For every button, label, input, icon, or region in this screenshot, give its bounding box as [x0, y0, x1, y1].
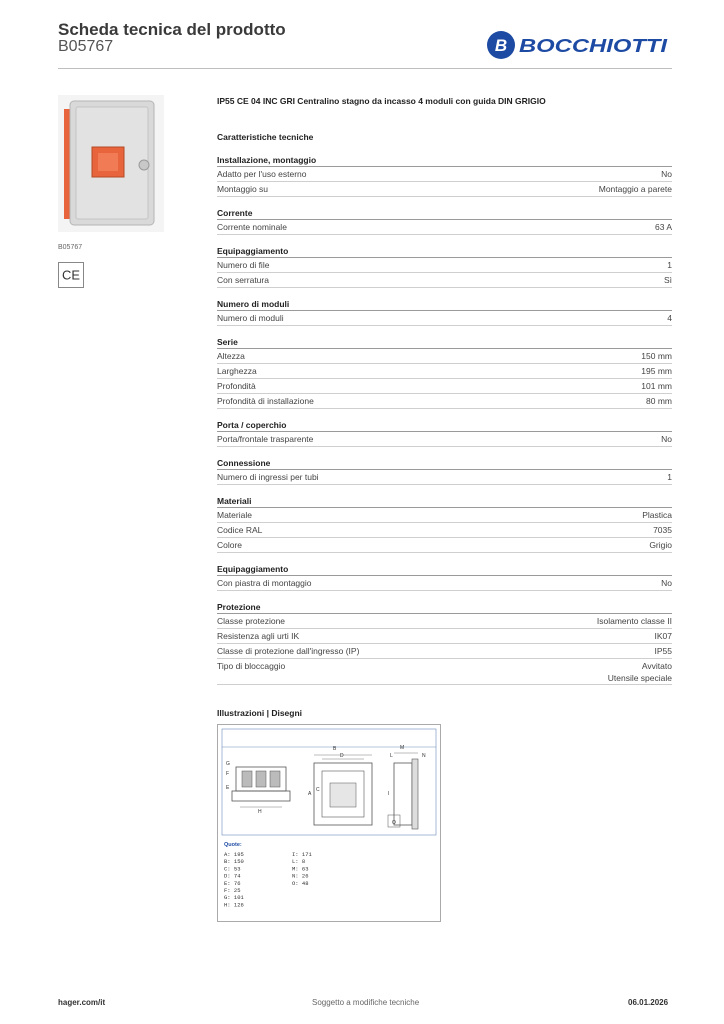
- quote-title: Quote:: [224, 842, 242, 848]
- quotes-right: [292, 851, 313, 887]
- quotes-left: [224, 851, 245, 908]
- spec-group-title: Installazione, montaggio: [217, 154, 672, 167]
- spec-group-title: Materiali: [217, 495, 672, 508]
- spec-row: [217, 394, 672, 409]
- spec-row: [217, 523, 672, 538]
- spec-group-title: Connessione: [217, 457, 672, 470]
- spec-value: 1: [667, 260, 672, 270]
- spec-row: [217, 311, 672, 326]
- footer-note: Soggetto a modifiche tecniche: [312, 998, 420, 1007]
- spec-value: IK07: [654, 631, 672, 641]
- dim-label: D: [340, 753, 344, 759]
- spec-label: Numero di moduli: [217, 313, 284, 323]
- spec-label: Classe protezione: [217, 616, 286, 626]
- spec-label: Porta/frontale trasparente: [217, 434, 314, 444]
- spec-value: 1: [667, 472, 672, 482]
- spec-value: Plastica: [642, 510, 672, 520]
- dim-label: B: [333, 746, 337, 752]
- spec-value: 80 mm: [646, 396, 672, 406]
- spec-row: [217, 379, 672, 394]
- spec-groups: [217, 154, 672, 685]
- logo-wordmark: BOCCHIOTTI: [519, 36, 669, 56]
- spec-label: Colore: [217, 540, 243, 550]
- header-product-code: B05767: [58, 38, 114, 55]
- ce-mark-icon: [58, 262, 84, 288]
- spec-label: Profondità di installazione: [217, 396, 314, 406]
- spec-value: Grigio: [649, 540, 672, 550]
- spec-group-title: Numero di moduli: [217, 298, 672, 311]
- spec-label: Numero di file: [217, 260, 270, 270]
- spec-label: Materiale: [217, 510, 252, 520]
- dim-label: H: [258, 809, 262, 815]
- spec-row: [217, 470, 672, 485]
- product-photo: [58, 95, 164, 232]
- dim-label: L: [390, 753, 393, 759]
- spec-group-title: Protezione: [217, 601, 672, 614]
- quote-entry: I: 171: [292, 851, 312, 858]
- spec-sheet: [217, 95, 672, 685]
- spec-group-title: Equipaggiamento: [217, 245, 672, 258]
- illustrations-heading: Illustrazioni | Disegni: [217, 708, 303, 718]
- spec-group-title: Corrente: [217, 207, 672, 220]
- dim-label: N: [422, 753, 426, 759]
- quote-entry: G: 101: [224, 894, 244, 902]
- spec-label: Codice RAL: [217, 525, 263, 535]
- quote-entry: C: 53: [224, 865, 241, 873]
- spec-row: [217, 349, 672, 364]
- photo-caption: B05767: [58, 244, 83, 251]
- spec-label: Profondità: [217, 381, 256, 391]
- spec-label: Altezza: [217, 351, 245, 361]
- spec-value: No: [661, 169, 672, 179]
- spec-label: Con serratura: [217, 275, 269, 285]
- spec-row: [217, 364, 672, 379]
- spec-value: Isolamento classe II: [596, 616, 672, 626]
- quote-entry: D: 74: [224, 872, 241, 880]
- ce-mark-text: CE: [62, 267, 80, 283]
- dim-label: F: [226, 771, 230, 777]
- spec-row: [217, 508, 672, 523]
- spec-value: Montaggio a parete: [598, 184, 672, 194]
- spec-label: Classe di protezione dall'ingresso (IP): [217, 646, 360, 656]
- quote-entry: E: 76: [224, 879, 241, 887]
- spec-value: No: [661, 578, 672, 588]
- technical-drawing: [217, 724, 441, 922]
- spec-label: Montaggio su: [217, 184, 269, 194]
- spec-row: [217, 644, 672, 659]
- spec-label: Numero di ingressi per tubi: [217, 472, 319, 482]
- header-divider: [58, 68, 672, 69]
- svg-text:B: B: [494, 36, 508, 55]
- dim-label: O: [392, 820, 396, 826]
- spec-value: 7035: [653, 525, 672, 535]
- spec-value: 150 mm: [641, 351, 672, 361]
- spec-row: [217, 576, 672, 591]
- spec-value: Avvitato Utensile speciale: [607, 661, 672, 683]
- spec-row: [217, 432, 672, 447]
- spec-row: [217, 182, 672, 197]
- quote-entry: M: 63: [292, 865, 309, 873]
- spec-label: Resistenza agli urti IK: [217, 631, 300, 641]
- spec-row: [217, 629, 672, 644]
- product-name: IP55 CE 04 INC GRI Centralino stagno da incasso 4 moduli con guida DIN GRIGIO: [217, 96, 546, 106]
- header-title: Scheda tecnica del prodotto: [58, 20, 286, 39]
- dim-label: M: [400, 745, 405, 751]
- spec-label: Adatto per l'uso esterno: [217, 169, 307, 179]
- spec-value: 101 mm: [641, 381, 672, 391]
- spec-label: Larghezza: [217, 366, 257, 376]
- quote-entry: B: 150: [224, 858, 244, 866]
- bocchiotti-logo: [486, 26, 672, 64]
- spec-group-title: Serie: [217, 336, 672, 349]
- spec-label: Tipo di bloccaggio: [217, 661, 286, 671]
- spec-row: [217, 614, 672, 629]
- spec-row: [217, 659, 672, 685]
- spec-label: Corrente nominale: [217, 222, 287, 232]
- footer-site: hager.com/it: [58, 998, 106, 1007]
- spec-group-title: Porta / coperchio: [217, 419, 672, 432]
- quote-entry: L: 8: [292, 858, 306, 866]
- quote-entry: H: 126: [224, 901, 244, 909]
- dim-label: C: [316, 787, 320, 793]
- quote-entry: A: 195: [224, 851, 244, 858]
- spec-row: [217, 258, 672, 273]
- drawing-svg: [218, 725, 440, 921]
- spec-row: [217, 220, 672, 235]
- spec-row: [217, 167, 672, 182]
- spec-label: Con piastra di montaggio: [217, 578, 312, 588]
- spec-value: 63 A: [654, 222, 672, 232]
- dim-label: I: [388, 791, 390, 797]
- quote-entry: O: 48: [292, 879, 309, 887]
- spec-value: Sì: [663, 275, 672, 285]
- quote-entry: F: 25: [224, 887, 241, 894]
- dim-label: A: [308, 791, 312, 797]
- spec-heading: Caratteristiche tecniche: [217, 132, 314, 142]
- quote-entry: N: 26: [292, 872, 309, 880]
- spec-value: IP55: [654, 646, 672, 656]
- footer-date: 06.01.2026: [628, 998, 669, 1007]
- dim-label: E: [226, 785, 230, 791]
- spec-value: 195 mm: [641, 366, 672, 376]
- spec-row: [217, 273, 672, 288]
- spec-value: No: [661, 434, 672, 444]
- dim-label: G: [226, 761, 230, 767]
- spec-group-title: Equipaggiamento: [217, 563, 672, 576]
- spec-row: [217, 538, 672, 553]
- spec-value: 4: [667, 313, 672, 323]
